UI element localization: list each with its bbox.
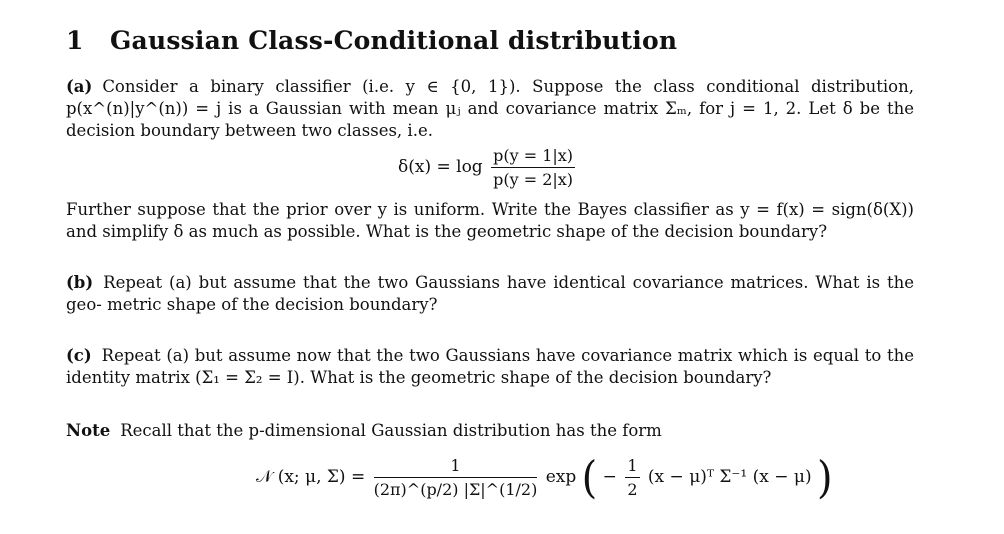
gaussian-minus-sign: − bbox=[602, 467, 617, 487]
gaussian-normalizer-numerator: 1 bbox=[374, 456, 538, 478]
left-big-paren: ( bbox=[581, 452, 598, 503]
delta-equation bbox=[398, 146, 578, 189]
part-c-label: (c) bbox=[66, 346, 92, 365]
delta-fraction bbox=[491, 146, 575, 189]
note-text: Recall that the p-dimensional Gaussian distribution has the form bbox=[120, 421, 662, 440]
delta-fraction-numerator: p(y = 1|x) bbox=[491, 146, 575, 168]
gaussian-normalizer-fraction bbox=[374, 456, 538, 499]
note-label: Note bbox=[66, 421, 111, 440]
delta-fraction-denominator: p(y = 2|x) bbox=[493, 170, 574, 189]
section-heading bbox=[66, 26, 677, 55]
section-title: Gaussian Class-Conditional distribution bbox=[110, 26, 678, 55]
part-b-label: (b) bbox=[66, 273, 94, 292]
gaussian-exp: exp bbox=[545, 467, 577, 487]
part-a-text: Consider a binary classifier (i.e. y ∈ {0, 1}). Suppose the class conditional distribution, p(x^(n)|y^(n)) = j is a Gaussian with mean μⱼ and covariance matrix Σₘ, for j = 1, 2. Let δ be the decision boundary between two classes, i.e. bbox=[66, 77, 914, 140]
part-c-paragraph bbox=[66, 345, 914, 389]
gaussian-normalizer-denominator: (2π)^(p/2) |Σ|^(1/2) bbox=[373, 480, 538, 499]
gaussian-formula-lhs: 𝒩 (x; μ, Σ) = bbox=[256, 467, 366, 487]
gaussian-exponent-body: (x − μ)ᵀ Σ⁻¹ (x − μ) bbox=[647, 467, 812, 487]
part-a-text2: Further suppose that the prior over y is uniform. Write the Bayes classifier as y = f(x) = sign(δ(X)) and simplify δ as much as possible. What is the geometric shape of the decision boundary? bbox=[66, 200, 914, 241]
gaussian-half-denominator: 2 bbox=[627, 480, 638, 499]
note-paragraph bbox=[66, 420, 914, 442]
part-c-text: Repeat (a) but assume now that the two Gaussians have covariance matrix which is equal to the identity matrix (Σ₁ = Σ₂ = I). What is the geometric shape of the decision boundary? bbox=[66, 346, 914, 387]
part-a-continued bbox=[66, 199, 914, 243]
section-number: 1 bbox=[66, 26, 84, 55]
part-b-paragraph bbox=[66, 272, 914, 316]
right-big-paren: ) bbox=[817, 452, 833, 503]
part-b-text: Repeat (a) but assume that the two Gaussians have identical covariance matrices. What is the geo- metric shape of the decision boundary? bbox=[66, 273, 914, 314]
gaussian-half-fraction bbox=[625, 456, 639, 499]
part-a-paragraph bbox=[66, 76, 914, 142]
gaussian-half-numerator: 1 bbox=[625, 456, 639, 478]
delta-equation-lhs: δ(x) = log bbox=[398, 157, 483, 177]
gaussian-formula bbox=[256, 452, 833, 503]
part-a-label: (a) bbox=[66, 77, 93, 96]
